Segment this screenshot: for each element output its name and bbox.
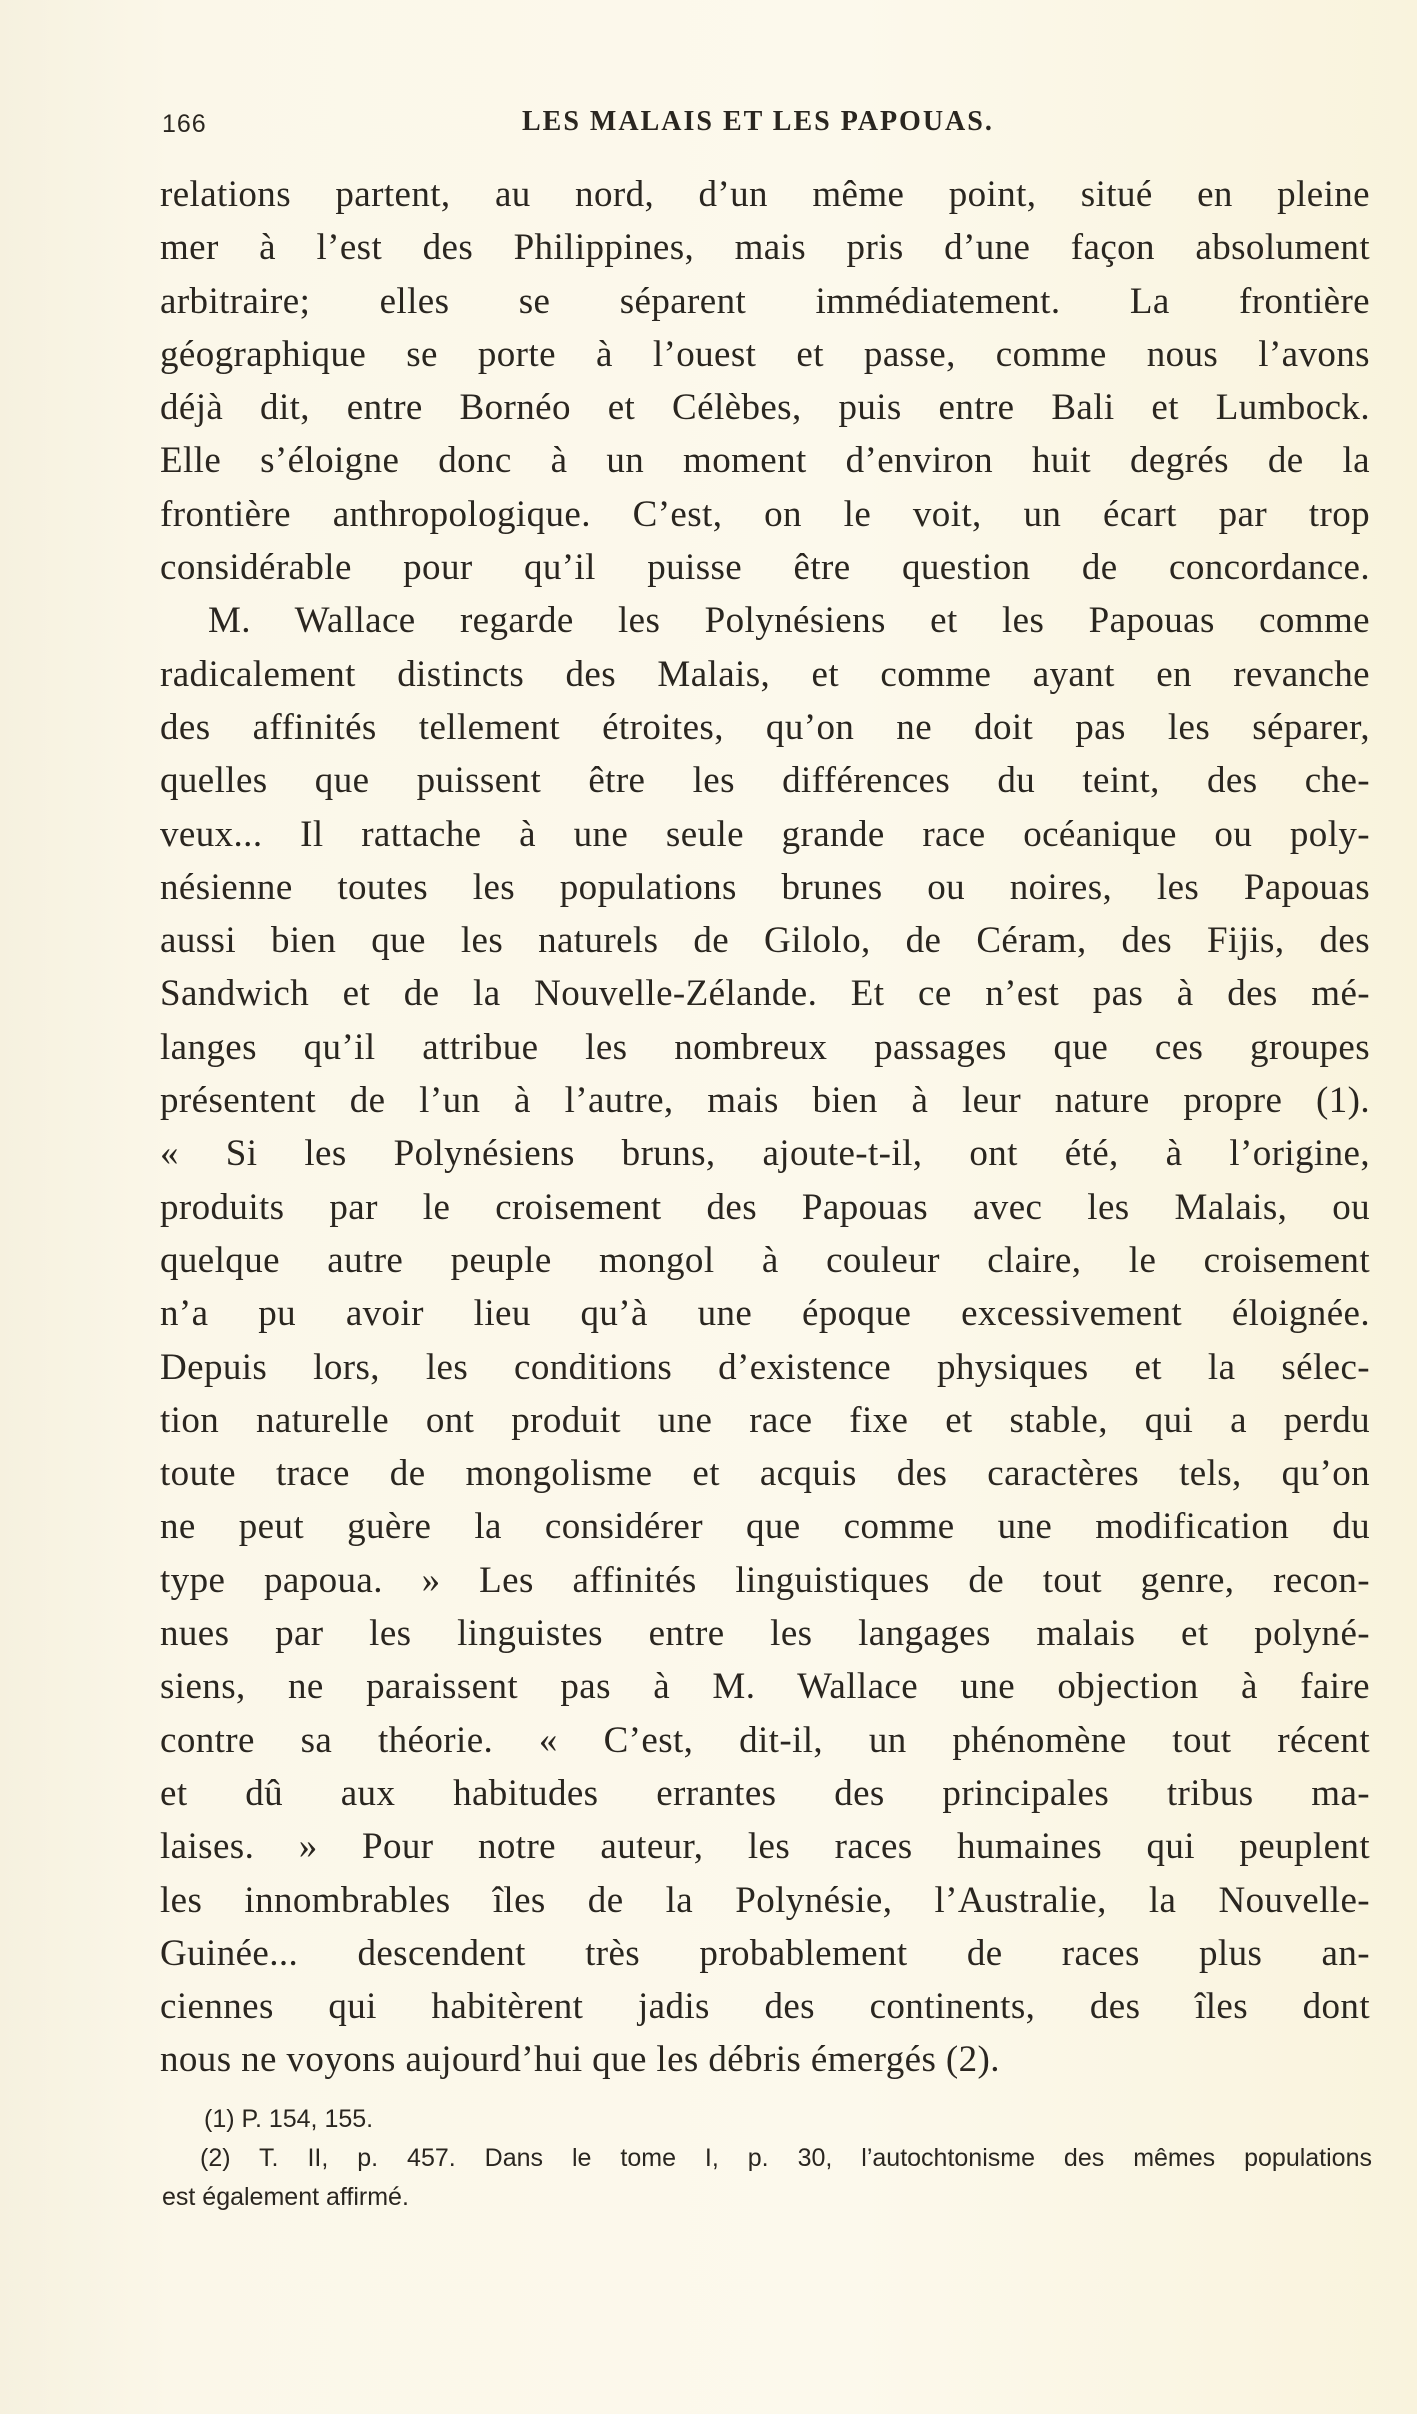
- footnotes: [162, 2100, 1372, 2217]
- text-line: nous ne voyons aujourd’hui que les débris émergés (2).: [160, 2039, 1000, 2081]
- text-line: aussi bien que les naturels de Gilolo, de Céram, des Fijis, des: [160, 920, 1370, 962]
- text-line: les innombrables îles de la Polynésie, l’Australie, la Nouvelle-: [160, 1879, 1370, 1921]
- text-line: radicalement distincts des Malais, et comme ayant en revanche: [160, 653, 1370, 695]
- text-line: « Si les Polynésiens bruns, ajoute-t-il, ont été, à l’origine,: [160, 1133, 1370, 1175]
- text-line: relations partent, au nord, d’un même point, situé en pleine: [160, 174, 1370, 215]
- text-line: présentent de l’un à l’autre, mais bien à leur nature propre (1).: [160, 1080, 1370, 1122]
- text-line: toute trace de mongolisme et acquis des caractères tels, qu’on: [160, 1453, 1370, 1495]
- page-number: 166: [162, 110, 207, 138]
- text-line: laises. » Pour notre auteur, les races humaines qui peuplent: [160, 1826, 1370, 1868]
- text-line: ciennes qui habitèrent jadis des continents, des îles dont: [160, 1986, 1370, 2028]
- text-line: tion naturelle ont produit une race fixe et stable, qui a perdu: [160, 1399, 1370, 1441]
- text-line: mer à l’est des Philippines, mais pris d’une façon absolument: [160, 227, 1370, 269]
- text-line: M. Wallace regarde les Polynésiens et les Papouas comme: [208, 600, 1370, 642]
- text-line: ne peut guère la considérer que comme une modification du: [160, 1506, 1370, 1548]
- footnote-2: (2) T. II, p. 457. Dans le tome I, p. 30, l’autochtonisme des mêmes populations: [200, 2144, 1372, 2172]
- text-line: siens, ne paraissent pas à M. Wallace une objection à faire: [160, 1666, 1370, 1708]
- text-line: Elle s’éloigne donc à un moment d’environ huit degrés de la: [160, 440, 1370, 482]
- text-line: considérable pour qu’il puisse être question de concordance.: [160, 547, 1370, 589]
- footnote-2-continued: est également affirmé.: [162, 2183, 409, 2211]
- text-line: arbitraire; elles se séparent immédiatement. La frontière: [160, 280, 1370, 322]
- text-line: veux... Il rattache à une seule grande race océanique ou poly-: [160, 813, 1370, 855]
- text-line: contre sa théorie. « C’est, dit-il, un phénomène tout récent: [160, 1719, 1370, 1761]
- text-line: nésienne toutes les populations brunes ou noires, les Papouas: [160, 866, 1370, 908]
- text-line: Depuis lors, les conditions d’existence physiques et la sélec-: [160, 1346, 1370, 1388]
- text-line: langes qu’il attribue les nombreux passages que ces groupes: [160, 1026, 1370, 1068]
- text-line: n’a pu avoir lieu qu’à une époque excessivement éloignée.: [160, 1293, 1370, 1335]
- text-line: produits par le croisement des Papouas avec les Malais, ou: [160, 1186, 1370, 1228]
- text-line: type papoua. » Les affinités linguistiques de tout genre, recon-: [160, 1559, 1370, 1601]
- text-line: déjà dit, entre Bornéo et Célèbes, puis entre Bali et Lumbock.: [160, 387, 1370, 429]
- text-line: quelque autre peuple mongol à couleur claire, le croisement: [160, 1239, 1370, 1281]
- text-line: Sandwich et de la Nouvelle-Zélande. Et ce n’est pas à des mé-: [160, 973, 1370, 1015]
- text-line: Guinée... descendent très probablement de races plus an-: [160, 1932, 1370, 1974]
- text-line: nues par les linguistes entre les langages malais et polyné-: [160, 1613, 1370, 1655]
- running-title: LES MALAIS ET LES PAPOUAS.: [522, 106, 994, 137]
- text-line: des affinités tellement étroites, qu’on ne doit pas les séparer,: [160, 706, 1370, 748]
- text-line: frontière anthropologique. C’est, on le voit, un écart par trop: [160, 493, 1370, 535]
- body-text: [160, 168, 1370, 2087]
- text-line: géographique se porte à l’ouest et passe, comme nous l’avons: [160, 333, 1370, 375]
- text-line: et dû aux habitudes errantes des principales tribus ma-: [160, 1772, 1370, 1814]
- footnote-1: (1) P. 154, 155.: [204, 2105, 374, 2133]
- page-header: [162, 102, 1362, 142]
- text-line: quelles que puissent être les différences du teint, des che-: [160, 760, 1370, 802]
